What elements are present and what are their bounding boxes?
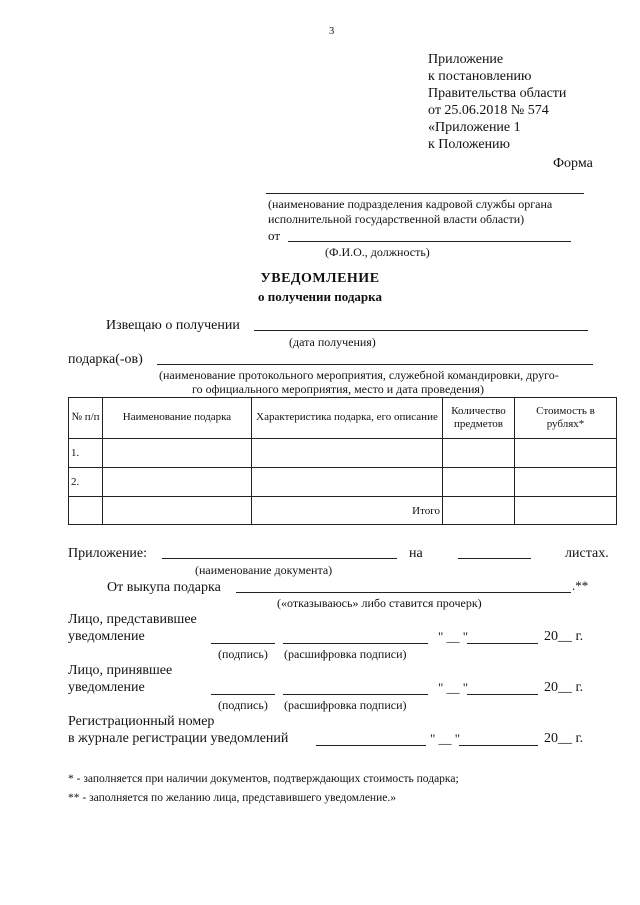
gifts-label: подарка(-ов): [68, 352, 143, 367]
footnote: * - заполняется при наличии документов, подтверждающих стоимость подарка;: [68, 773, 459, 785]
buyout-caption: («отказываюсь» либо ставится прочерк): [277, 596, 482, 610]
registration-label: в журнале регистрации уведомлений: [68, 731, 289, 746]
table-cell[interactable]: [515, 439, 617, 468]
sheets-count-line[interactable]: [458, 558, 531, 559]
submitter-date-quotes: " __ ": [438, 629, 469, 644]
total-cost-cell[interactable]: [515, 497, 617, 525]
table-cell[interactable]: [443, 439, 515, 468]
submitter-year: 20__ г.: [544, 629, 584, 644]
submitter-signature-line[interactable]: [211, 643, 275, 644]
submitter-month-line[interactable]: [467, 643, 538, 644]
table-cell[interactable]: [103, 468, 252, 497]
decrypt-caption: (расшифровка подписи): [284, 698, 407, 712]
addressee-caption: исполнительной государственной власти области): [268, 212, 525, 226]
table-row: [69, 439, 617, 468]
header-cell: Количество предметов: [443, 398, 515, 439]
registration-date-quotes: " __ ": [430, 731, 461, 746]
sign-caption: (подпись): [218, 647, 268, 661]
document-subtitle: о получении подарка: [258, 289, 382, 304]
total-label: Итого: [252, 497, 443, 525]
receiver-month-line[interactable]: [467, 694, 538, 695]
submitter-decrypt-line[interactable]: [283, 643, 428, 644]
from-fio-line[interactable]: [288, 241, 571, 242]
registration-month-line[interactable]: [459, 745, 538, 746]
event-caption: (наименование протокольного мероприятия, служебной командировки, друго-: [159, 368, 559, 382]
attachment-label: Приложение:: [68, 546, 148, 561]
doc-caption: (наименование документа): [195, 563, 333, 577]
header-cell: Наименование подарка: [103, 398, 252, 439]
receiver-signature-line[interactable]: [211, 694, 275, 695]
header-cell: Стоимость в рублях*: [515, 398, 617, 439]
receiver-date-quotes: " __ ": [438, 680, 469, 695]
attachment-doc-line[interactable]: [162, 558, 397, 559]
header-cell: Характеристика подарка, его описание: [252, 398, 443, 439]
receiver-label: Лицо, принявшее: [68, 663, 173, 678]
sheets-label: листах.: [565, 546, 609, 561]
appendix-line: Правительства области: [428, 86, 567, 101]
table-cell[interactable]: [443, 468, 515, 497]
sign-caption: (подпись): [218, 698, 268, 712]
table-cell[interactable]: [515, 468, 617, 497]
table-cell[interactable]: [103, 439, 252, 468]
receipt-date-line[interactable]: [254, 330, 588, 331]
event-line[interactable]: [157, 364, 593, 365]
receiver-decrypt-line[interactable]: [283, 694, 428, 695]
buyout-suffix: .**: [572, 578, 589, 593]
on-label: на: [409, 546, 423, 561]
appendix-line: «Приложение 1: [428, 120, 521, 135]
appendix-line: к постановлению: [428, 69, 532, 84]
document-title: УВЕДОМЛЕНИЕ: [260, 271, 380, 286]
submitter-label: Лицо, представившее: [68, 612, 197, 627]
buyout-label: От выкупа подарка: [107, 580, 221, 595]
appendix-line: от 25.06.2018 № 574: [428, 103, 549, 118]
table-cell[interactable]: [252, 439, 443, 468]
total-quantity-cell[interactable]: [443, 497, 515, 525]
submitter-label: уведомление: [68, 629, 145, 644]
addressee-line[interactable]: [266, 193, 584, 194]
receiver-label: уведомление: [68, 680, 145, 695]
gifts-table: [68, 397, 617, 525]
decrypt-caption: (расшифровка подписи): [284, 647, 407, 661]
footnote: ** - заполняется по желанию лица, представившего уведомление.»: [68, 792, 396, 804]
buyout-line[interactable]: [236, 592, 571, 593]
total-row: [69, 497, 617, 525]
table-header-row: [69, 398, 617, 439]
row-number: 1.: [69, 439, 103, 468]
header-cell: № п/п: [69, 398, 103, 439]
table-cell[interactable]: [252, 468, 443, 497]
registration-number-line[interactable]: [316, 745, 426, 746]
addressee-caption: (наименование подразделения кадровой службы органа: [268, 197, 553, 211]
date-caption: (дата получения): [289, 335, 376, 349]
appendix-line: Приложение: [428, 52, 504, 67]
registration-label: Регистрационный номер: [68, 714, 215, 729]
fio-caption: (Ф.И.О., должность): [325, 245, 430, 259]
table-row: [69, 468, 617, 497]
event-caption: го официального мероприятия, место и дата проведения): [192, 382, 484, 396]
page-number: 3: [329, 26, 335, 37]
row-number: 2.: [69, 468, 103, 497]
form-label: Форма: [553, 156, 593, 171]
receipt-label: Извещаю о получении: [106, 318, 240, 333]
registration-year: 20__ г.: [544, 731, 584, 746]
appendix-line: к Положению: [428, 137, 511, 152]
receiver-year: 20__ г.: [544, 680, 584, 695]
from-label: от: [268, 228, 281, 243]
